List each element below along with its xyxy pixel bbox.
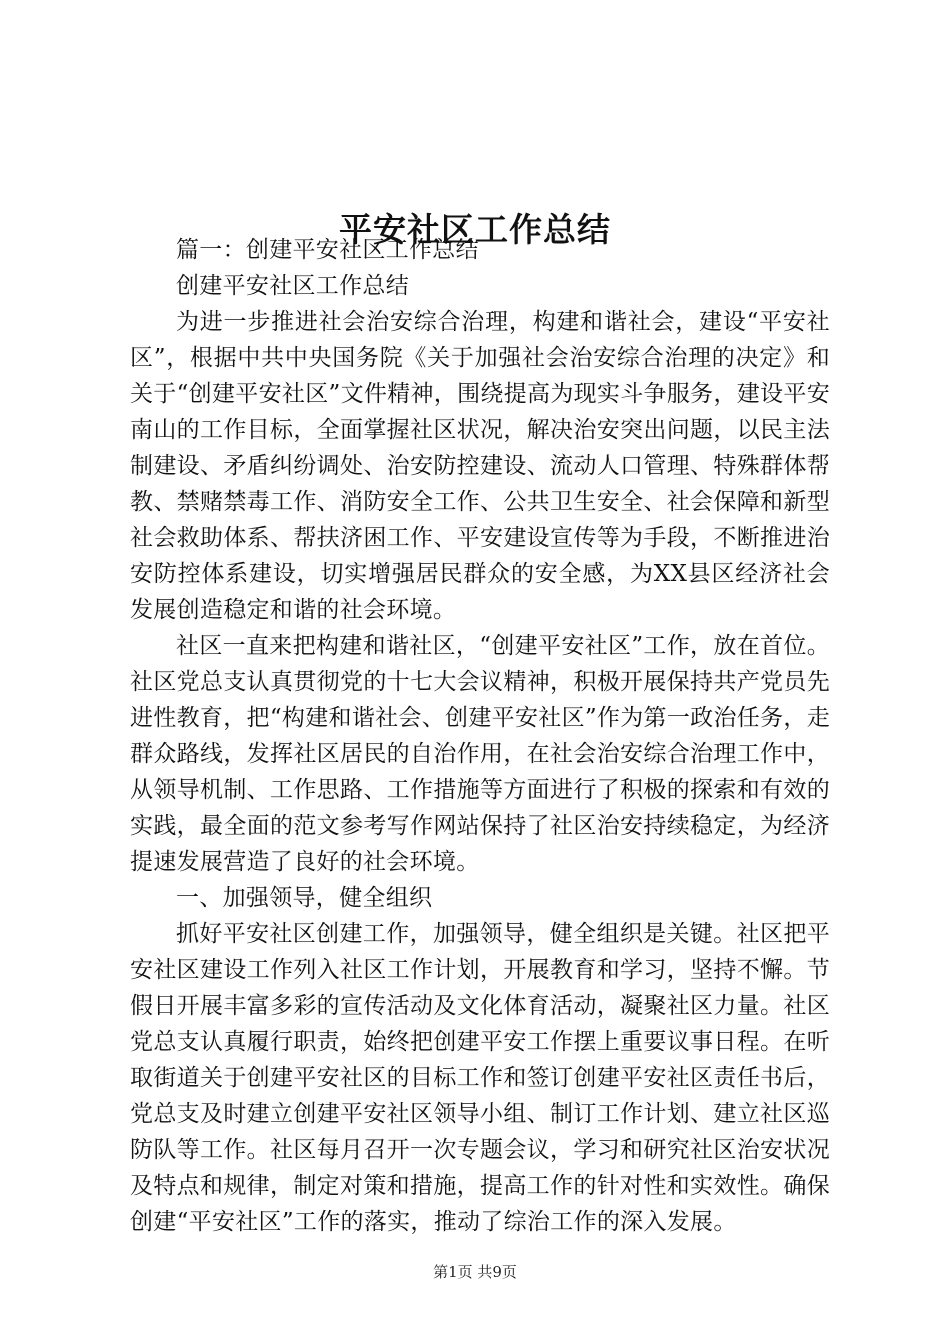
paragraph-section-1: 抓好平安社区创建工作，加强领导，健全组织是关键。社区把平安社区建设工作列入社区工作计划，开展教育和学习，坚持不懈。节假日开展丰富多彩的宣传活动及文化体育活动，凝聚社区力量。社区党总支认真履行职责，始终把创建平安工作摆上重要议事日程。在听取街道关于创建平安社区的目标工作和签订创建平安社区责任书后，党总支及时建立创建平安社区领导小组、制订工作计划、建立社区巡防队等工作。社区每月召开一次专题会议，学习和研究社区治安状况及特点和规律，制定对策和措施，提高工作的针对性和实效性。确保创建“平安社区”工作的落实，推动了综治工作的深入发展。 [130,921,830,1235]
page-footer: 第1页 共9页 [433,1263,517,1281]
paragraph-overview: 社区一直来把构建和谐社区，“创建平安社区”工作，放在首位。社区党总支认真贯彻党的十七大会议精神，积极开展保持共产党员先进性教育，把“构建和谐社会、创建平安社区”作为第一政治任务，走群众路线，发挥社区居民的自治作用，在社会治安综合治理工作中，从领导机制、工作思路、工作措施等方面进行了积极的探索和有效的实践，最全面的范文参考写作网站保持了社区治安持续稳定，为经济提速发展营造了良好的社会环境。 [130,633,830,875]
paragraph-intro: 为进一步推进社会治安综合治理，构建和谐社会，建设“平安社区”，根据中共中央国务院《关于加强社会治安综合治理的决定》和关于“创建平安社区”文件精神，围绕提高为现实斗争服务，建设平安南山的工作目标，全面掌握社区状况，解决治安突出问题，以民主法制建设、矛盾纠纷调处、治安防控建设、流动人口管理、特殊群体帮教、禁赌禁毒工作、消防安全工作、公共卫生安全、社会保障和新型社会救助体系、帮扶济困工作、平安建设宣传等为手段，不断推进治安防控体系建设，切实增强居民群众的安全感，为XX县区经济社会发展创造稳定和谐的社会环境。 [130,309,830,623]
document-body [130,232,830,1240]
document-title: 平安社区工作总结 [339,210,611,250]
chapter-heading: 篇一：创建平安社区工作总结 [176,237,479,263]
chapter-subtitle: 创建平安社区工作总结 [176,273,409,299]
section-heading-1: 一、加强领导，健全组织 [176,885,433,911]
